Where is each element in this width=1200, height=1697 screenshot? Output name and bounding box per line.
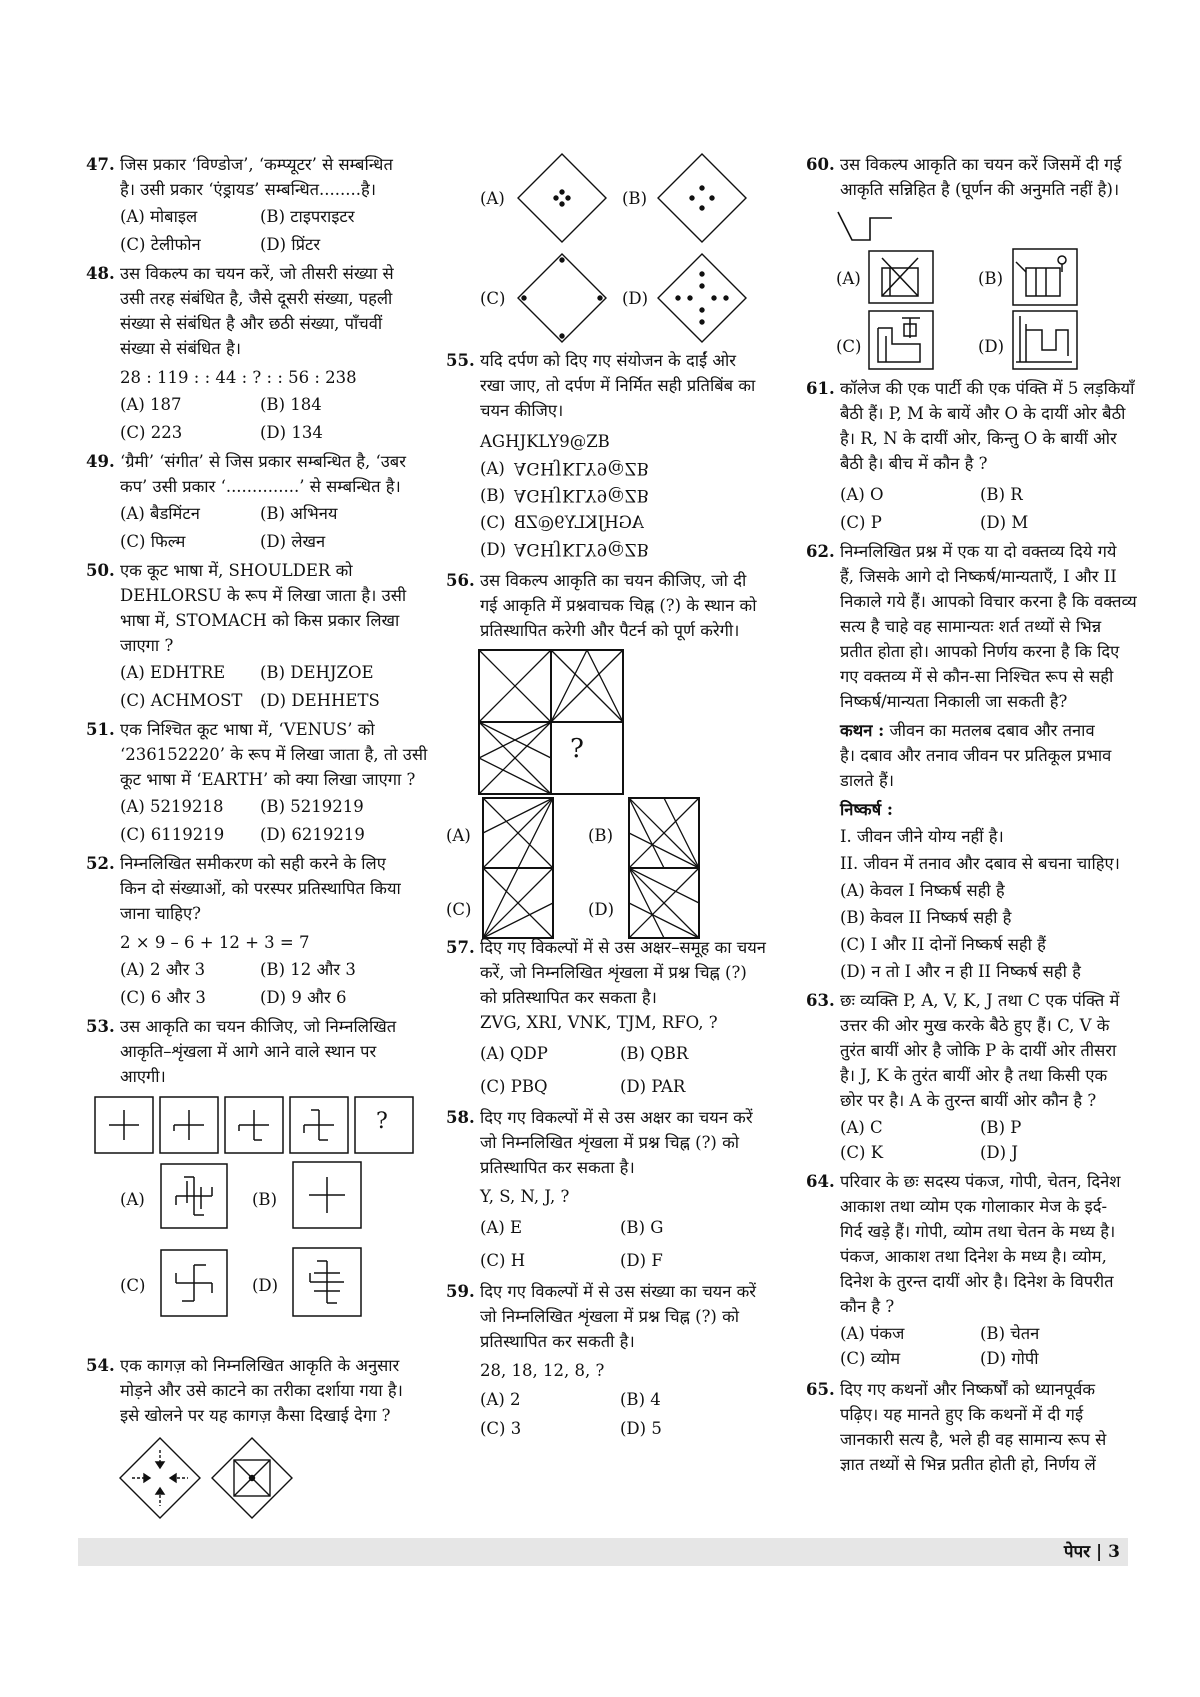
question-text: प्रतिस्थापित कर सकता है।	[480, 1158, 635, 1177]
problem-figure-series	[94, 1095, 424, 1159]
question-number: 64.	[806, 1172, 835, 1191]
question-number: 53.	[86, 1017, 115, 1036]
question-text: चयन कीजिए।	[480, 401, 564, 420]
option-a: (A) मोबाइल	[120, 207, 198, 226]
question-text: प्रतिस्थापित करेगी और पैटर्न को पूर्ण करेगी।	[480, 621, 740, 640]
question-text: संख्या से संबंधित है और छठी संख्या, पाँचवीं	[120, 314, 383, 333]
option-figure-a	[868, 250, 934, 304]
question-text: सत्य है चाहे वह सामान्यतः शर्त तथ्यों से भिन्न	[840, 617, 1102, 636]
option-c: (C) I और II दोनों निष्कर्ष सही हैं	[840, 935, 1046, 954]
question-text: हैं, जिसके आगे दो निष्कर्ष/मान्यताएँ, I और II	[840, 567, 1117, 586]
option-b: AGHJKLY9@ZB	[514, 486, 650, 505]
option-label-c: (C)	[480, 289, 506, 308]
question-51	[86, 717, 428, 847]
question-text: उत्तर की ओर मुख करके बैठे हुए हैं। C, V के	[840, 1016, 1110, 1035]
option-b: (B) चेतन	[980, 1324, 1040, 1343]
option-figure-d	[292, 1247, 362, 1317]
question-text: गए वक्तव्य में से कौन-सा निश्चित रूप से सही	[840, 667, 1114, 686]
question-number: 55.	[446, 351, 475, 370]
option-figure-a	[160, 1163, 228, 1229]
question-number: 50.	[86, 561, 115, 580]
option-c: (C) 6119219	[120, 825, 225, 844]
question-text: आकृति सन्निहित है (घूर्णन की अनुमति नहीं है)।	[840, 180, 1120, 199]
option-d: (D) J	[980, 1143, 1018, 1162]
option-label-b: (B)	[480, 486, 505, 505]
question-mark: ?	[570, 734, 584, 764]
option-b: (B) QBR	[620, 1044, 689, 1063]
question-text: दिए गए विकल्पों में से उस संख्या का चयन करें	[480, 1282, 757, 1301]
question-text: कप’ उसी प्रकार ‘..............’ से सम्बन्धित है।	[120, 477, 401, 496]
question-text: रखा जाए, तो दर्पण में निर्मित सही प्रतिबिंब का	[480, 376, 756, 395]
question-text: निष्कर्ष/मान्यता निकाली जा सकती है?	[840, 692, 1068, 711]
question-text: दिए गए कथनों और निष्कर्षों को ध्यानपूर्वक	[840, 1380, 1096, 1399]
option-b: (B) DEHJZOE	[260, 663, 374, 682]
figure-series-53	[86, 1095, 416, 1353]
question-text: उस विकल्प आकृति का चयन कीजिए, जो दी	[480, 571, 747, 590]
option-a: (A) बैडमिंटन	[120, 504, 200, 523]
column-2	[446, 152, 776, 1445]
statement-text: है। दबाव और तनाव जीवन पर प्रतिकूल प्रभाव	[840, 746, 1112, 765]
question-number: 51.	[86, 720, 115, 739]
option-a: (A) O	[840, 485, 884, 504]
option-figure-c	[868, 310, 934, 370]
question-57	[446, 935, 776, 1099]
option-b: (B) 12 और 3	[260, 960, 356, 979]
option-d: (D) प्रिंटर	[260, 235, 321, 254]
question-number: 56.	[446, 571, 475, 590]
question-number: 54.	[86, 1356, 115, 1375]
question-59	[446, 1279, 776, 1441]
option-a: (A) C	[840, 1118, 883, 1137]
question-text: परिवार के छः सदस्य पंकज, गोपी, चेतन, दिनेश	[840, 1172, 1121, 1191]
option-a: (A) 187	[120, 395, 182, 414]
option-figure-c	[516, 252, 608, 344]
paper-fold-figure	[118, 1436, 338, 1522]
question-text: तुरंत बायीं ओर है जोकि P के दायीं ओर तीसरा	[840, 1041, 1117, 1060]
question-number: 61.	[806, 379, 835, 398]
question-text: प्रतीत होता हो। आपको निर्णय करना है कि दिए	[840, 642, 1120, 661]
option-d: (D) 134	[260, 423, 323, 442]
question-text: जिस प्रकार ‘विण्डोज’, ‘कम्प्यूटर’ से सम्बन्धित	[120, 155, 393, 174]
letter-series: ZVG, XRI, VNK, TJM, RFO, ?	[480, 1013, 718, 1032]
question-text: आकाश तथा व्योम एक गोलाकार मेज के इर्द-	[840, 1197, 1108, 1216]
question-text: ‘ग्रैमी’ ‘संगीत’ से जिस प्रकार सम्बन्धित है, ‘उबर	[120, 452, 406, 471]
conclusions-label: निष्कर्ष :	[840, 800, 893, 819]
question-text: निम्नलिखित समीकरण को सही करने के लिए	[120, 854, 386, 873]
question-64	[806, 1169, 1136, 1371]
option-b: (B) 4	[620, 1390, 661, 1409]
question-61	[806, 376, 1136, 535]
question-number: 59.	[446, 1282, 475, 1301]
question-number: 52.	[86, 854, 115, 873]
question-text: पंकज, आकाश तथा दिनेश के मध्य है। व्योम,	[840, 1247, 1107, 1266]
equation: 2 × 9 – 6 + 12 + 3 = 7	[120, 933, 310, 952]
option-label-c: (C)	[836, 337, 862, 356]
conclusion-1: I. जीवन जीने योग्य नहीं है।	[840, 827, 1004, 846]
option-d: (D) लेखन	[260, 532, 326, 551]
question-text: संख्या से संबंधित है।	[120, 339, 241, 358]
question-text: कूट भाषा में ‘EARTH’ को क्या लिखा जाएगा ?	[120, 770, 416, 789]
option-c: (C) फिल्म	[120, 532, 186, 551]
question-number: 49.	[86, 452, 115, 471]
question-text: ज्ञात तथ्यों से भिन्न प्रतीत होती हो, निर्णय लें	[840, 1455, 1096, 1474]
option-b: (B) अभिनय	[260, 504, 338, 523]
question-number: 47.	[86, 155, 115, 174]
question-number: 60.	[806, 155, 835, 174]
statement-text: डालते हैं।	[840, 771, 894, 790]
question-text: एक कूट भाषा में, SHOULDER को	[120, 561, 353, 580]
question-47	[86, 152, 416, 257]
page-footer	[78, 1538, 1128, 1566]
question-text: बैठी हैं। P, M के बायें और O के दायीं ओर बैठी	[840, 404, 1126, 423]
option-c: (C) टेलीफोन	[120, 235, 201, 254]
question-text: कॉलेज की एक पार्टी की एक पंक्ति में 5 लड़कियाँ	[840, 379, 1135, 398]
question-text: दिए गए विकल्पों में से उस अक्षर–समूह का चयन	[480, 938, 766, 957]
option-b: (B) केवल II निष्कर्ष सही है	[840, 908, 1012, 927]
question-text: है। उसी प्रकार ‘एंड्रायड’ सम्बन्धित........है।	[120, 180, 376, 199]
question-text: करें, जो निम्नलिखित शृंखला में प्रश्न चिह्न (?)	[480, 963, 747, 982]
question-text: किन दो संख्याओं, को परस्पर प्रतिस्थापित किया	[120, 879, 401, 898]
given-word: AGHJKLY9@ZB	[480, 432, 610, 451]
question-text: गई आकृति में प्रश्नवाचक चिह्न (?) के स्थान को	[480, 596, 757, 615]
option-figure-b	[628, 797, 700, 869]
option-label-d: (D)	[588, 900, 615, 919]
question-text: है। R, N के दायीं ओर, किन्तु O के बायीं ओर	[840, 429, 1117, 448]
question-text: इसे खोलने पर यह कागज़ कैसा दिखाई देगा ?	[120, 1406, 391, 1425]
option-label-b: (B)	[588, 826, 613, 845]
option-d: (D) गोपी	[980, 1349, 1039, 1368]
option-d: (D) 9 और 6	[260, 988, 347, 1007]
question-text: उसी तरह संबंधित है, जैसे दूसरी संख्या, पहली	[120, 289, 393, 308]
option-figure-b	[292, 1161, 362, 1229]
option-d: (D) न तो I और न ही II निष्कर्ष सही है	[840, 962, 1081, 981]
question-text: जानकारी सत्य है, भले ही वह सामान्य रूप से	[840, 1430, 1107, 1449]
column-3	[806, 152, 1136, 1481]
option-figure-a	[482, 797, 554, 869]
option-c: (C) 223	[120, 423, 183, 442]
option-label-a: (A)	[120, 1190, 145, 1209]
question-text: उस आकृति का चयन कीजिए, जो निम्नलिखित	[120, 1017, 397, 1036]
question-58	[446, 1105, 776, 1273]
option-label-a: (A)	[480, 459, 505, 478]
question-text: मोड़ने और उसे काटने का तरीका दर्शाया गया है।	[120, 1381, 403, 1400]
question-number: 63.	[806, 991, 835, 1010]
question-62	[806, 539, 1136, 984]
option-figure-a	[516, 152, 608, 244]
option-label-d: (D)	[622, 289, 649, 308]
number-series: 28, 18, 12, 8, ?	[480, 1361, 605, 1380]
option-d: AGHJKLY9@ZB	[514, 540, 650, 559]
option-label-b: (B)	[252, 1190, 277, 1209]
option-a: (A) 2	[480, 1390, 521, 1409]
option-c: (C) ACHMOST	[120, 691, 243, 710]
statement-text: जीवन का मतलब दबाव और तनाव	[884, 721, 1095, 740]
question-55	[446, 348, 776, 562]
question-text: छोर पर है। A के तुरन्त बायीं ओर कौन है ?	[840, 1091, 1097, 1110]
question-63	[806, 988, 1136, 1165]
question-48	[86, 261, 416, 445]
option-label-a: (A)	[480, 189, 505, 208]
question-text: जाएगा ?	[120, 636, 174, 655]
question-text: DEHLORSU के रूप में लिखा जाता है। उसी	[120, 586, 407, 605]
option-b: (B) टाइपराइटर	[260, 207, 355, 226]
option-a: (A) केवल I निष्कर्ष सही है	[840, 881, 1005, 900]
option-label-c: (C)	[120, 1276, 146, 1295]
question-text: एक निश्चित कूट भाषा में, ‘VENUS’ को	[120, 720, 375, 739]
option-d: (D) F	[620, 1251, 663, 1270]
option-b: (B) G	[620, 1218, 664, 1237]
question-number: 58.	[446, 1108, 475, 1127]
question-text: जो निम्नलिखित शृंखला में प्रश्न चिह्न (?) को	[480, 1307, 740, 1326]
question-text: उस विकल्प का चयन करें, जो तीसरी संख्या से	[120, 264, 394, 283]
option-label-a: (A)	[446, 826, 471, 845]
option-d: (D) M	[980, 513, 1029, 532]
problem-figure-grid	[478, 649, 624, 795]
question-text: दिए गए विकल्पों में से उस अक्षर का चयन करें	[480, 1108, 753, 1127]
question-text: कौन है ?	[840, 1297, 895, 1316]
option-c: (C) H	[480, 1251, 526, 1270]
option-d: (D) 6219219	[260, 825, 365, 844]
option-a: AGHJKLY9@ZB	[514, 459, 650, 478]
option-figure-d	[1012, 310, 1078, 370]
question-text: आएगी।	[120, 1067, 166, 1086]
question-54	[86, 1353, 416, 1428]
question-text: ‘236152220’ के रूप में लिखा जाता है, तो उसी	[120, 745, 428, 764]
question-49	[86, 449, 416, 554]
question-text: उस विकल्प आकृति का चयन करें जिसमें दी गई	[840, 155, 1122, 174]
question-mark: ?	[376, 1109, 388, 1134]
option-a: (A) 2 और 3	[120, 960, 206, 979]
option-b: (B) P	[980, 1118, 1022, 1137]
question-text: एक कागज़ को निम्नलिखित आकृति के अनुसार	[120, 1356, 400, 1375]
question-text: दिनेश के तुरन्त दायीं ओर है। दिनेश के विपरीत	[840, 1272, 1114, 1291]
question-text: है। J, K के तुरंत बायीं ओर है तथा किसी एक	[840, 1066, 1108, 1085]
option-figure-d	[656, 252, 748, 344]
question-number: 65.	[806, 1380, 835, 1399]
option-figure-d	[628, 867, 700, 939]
option-d: (D) PAR	[620, 1077, 686, 1096]
option-label-a: (A)	[836, 269, 861, 288]
question-50	[86, 558, 416, 713]
letter-series: Y, S, N, J, ?	[480, 1187, 570, 1206]
statement-label: कथन :	[840, 721, 885, 740]
question-text: जो निम्नलिखित शृंखला में प्रश्न चिह्न (?) को	[480, 1133, 740, 1152]
option-c: (C) 3	[480, 1419, 522, 1438]
option-label-d: (D)	[252, 1276, 279, 1295]
option-figure-b	[1012, 248, 1078, 306]
question-text: को प्रतिस्थापित कर सकता है।	[480, 988, 657, 1007]
option-b: (B) 5219219	[260, 797, 364, 816]
question-number: 48.	[86, 264, 115, 283]
question-number: 57.	[446, 938, 475, 957]
question-text: छः व्यक्ति P, A, V, K, J तथा C एक पंक्ति में	[840, 991, 1120, 1010]
option-a: (A) EDHTRE	[120, 663, 226, 682]
option-a: (A) QDP	[480, 1044, 548, 1063]
question-text: जाना चाहिए?	[120, 904, 201, 923]
question-60	[806, 152, 1136, 202]
option-c: (C) व्योम	[840, 1349, 901, 1368]
question-text: गिर्द खड़े हैं। गोपी, व्योम तथा चेतन के मध्य है।	[840, 1222, 1116, 1241]
question-65	[806, 1377, 1136, 1477]
option-b: (B) R	[980, 485, 1023, 504]
option-label-b: (B)	[622, 189, 647, 208]
column-1	[86, 152, 428, 1529]
option-a: (A) E	[480, 1218, 523, 1237]
figure-60	[806, 206, 1136, 370]
question-53	[86, 1014, 416, 1089]
option-c: (C) PBQ	[480, 1077, 548, 1096]
option-a: (A) 5219218	[120, 797, 224, 816]
option-d: (D) DEHHETS	[260, 691, 380, 710]
question-text: आकृति–शृंखला में आगे आने वाले स्थान पर	[120, 1042, 377, 1061]
number-series: 28 : 119 : : 44 : ? : : 56 : 238	[120, 368, 357, 387]
option-b: (B) 184	[260, 395, 322, 414]
question-number: 62.	[806, 542, 835, 561]
option-c: (C) 6 और 3	[120, 988, 206, 1007]
question-text: बैठी है। बीच में कौन है ?	[840, 454, 988, 473]
option-c: AGHJKLY9@ZB	[514, 513, 644, 532]
option-label-b: (B)	[978, 269, 1003, 288]
option-c: (C) K	[840, 1143, 884, 1162]
option-d: (D) 5	[620, 1419, 662, 1438]
option-figures-54	[446, 152, 776, 348]
option-figure-b	[656, 152, 748, 244]
option-label-c: (C)	[480, 513, 506, 532]
question-52	[86, 851, 416, 1010]
option-c: (C) P	[840, 513, 882, 532]
option-label-d: (D)	[978, 337, 1005, 356]
conclusion-2: II. जीवन में तनाव और दबाव से बचना चाहिए।	[840, 854, 1120, 873]
option-label-d: (D)	[480, 540, 507, 559]
page-number: पेपर | 3	[1063, 1542, 1120, 1562]
question-text: यदि दर्पण को दिए गए संयोजन के दाईं ओर	[480, 351, 736, 370]
option-a: (A) पंकज	[840, 1324, 905, 1343]
question-text: पढ़िए। यह मानते हुए कि कथनों में दी गई	[840, 1405, 1084, 1424]
question-text: निकाले गये हैं। आपको विचार करना है कि वक्तव्य	[840, 592, 1137, 611]
option-figure-c	[482, 867, 554, 939]
option-label-c: (C)	[446, 900, 472, 919]
question-text: प्रतिस्थापित कर सकती है।	[480, 1332, 635, 1351]
figure-56	[446, 647, 776, 935]
question-text: निम्नलिखित प्रश्न में एक या दो वक्तव्य दिये गये	[840, 542, 1117, 561]
question-56	[446, 568, 776, 643]
option-figure-c	[160, 1249, 228, 1317]
given-figure	[836, 210, 896, 244]
question-text: भाषा में, STOMACH को किस प्रकार लिखा	[120, 611, 400, 630]
